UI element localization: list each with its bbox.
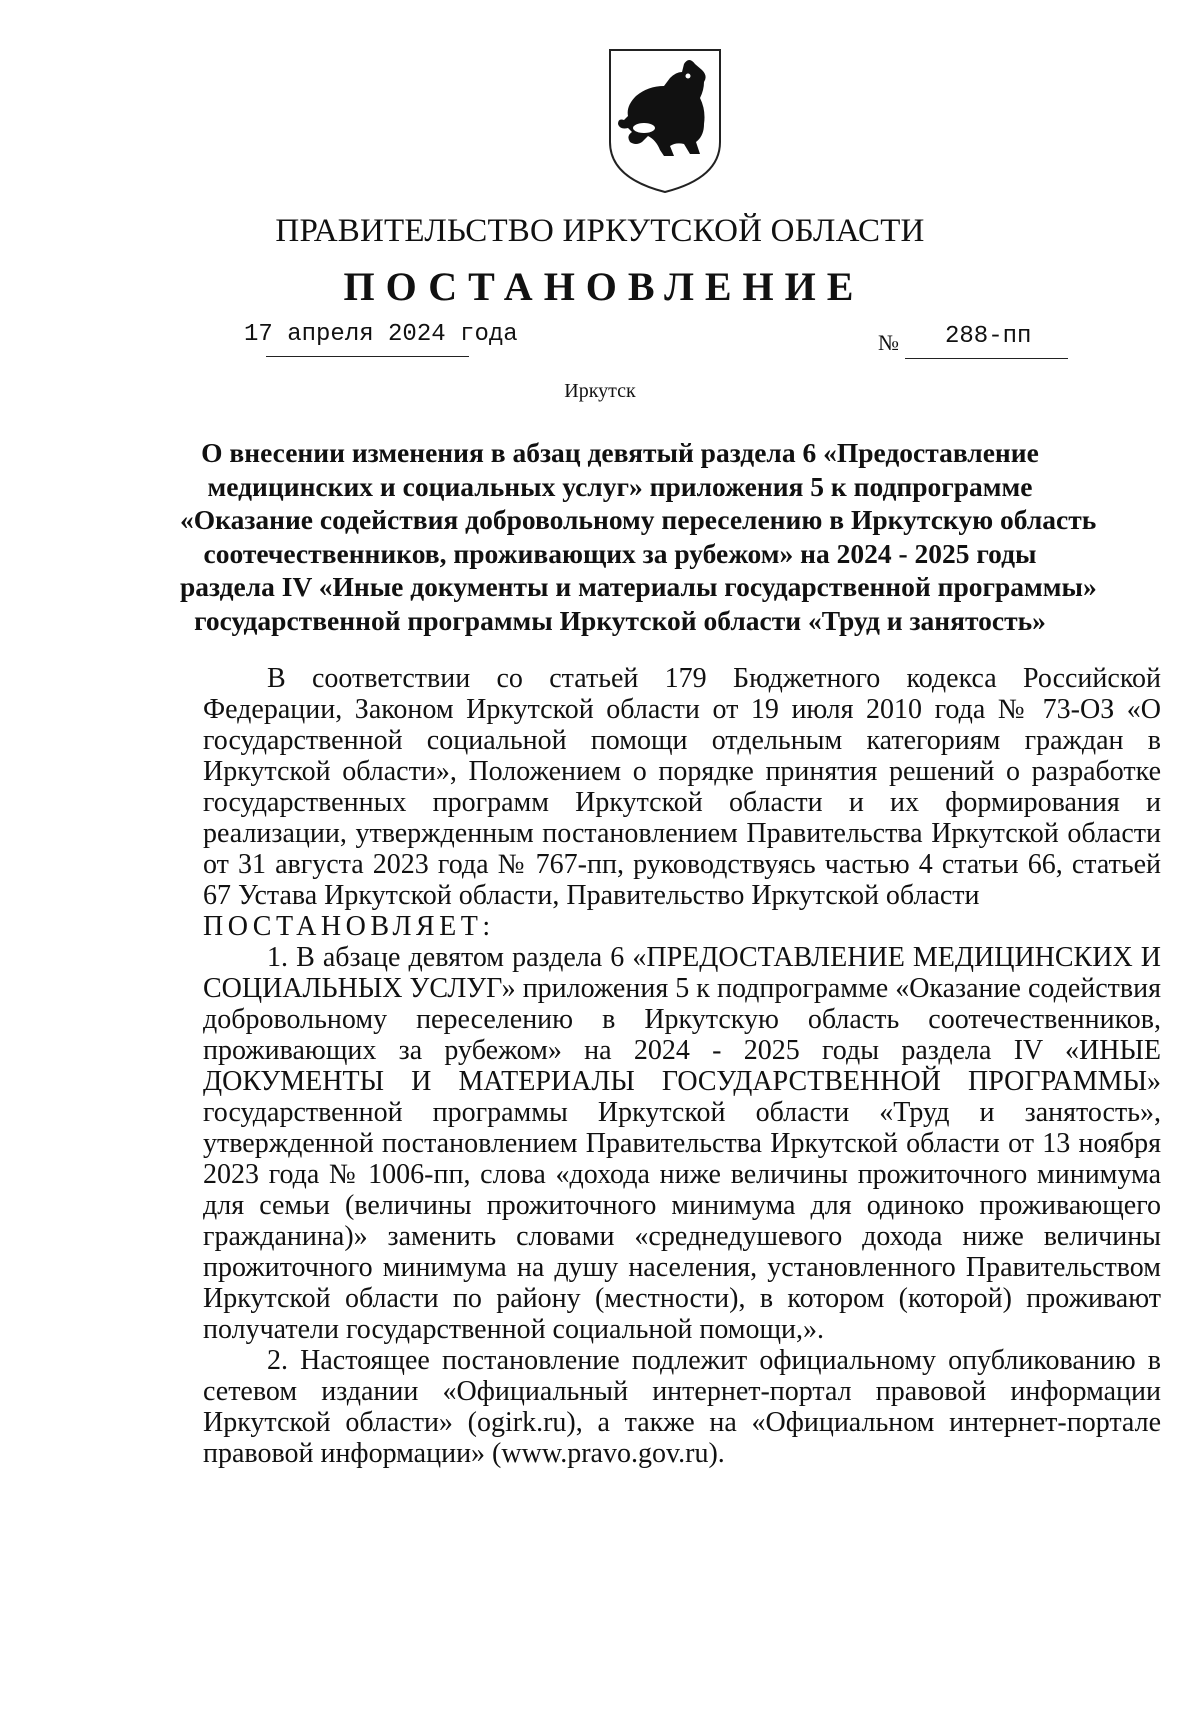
date-underline: [266, 356, 469, 357]
document-type: ПОСТАНОВЛЕНИЕ: [343, 264, 865, 309]
coat-of-arms-icon: [604, 46, 726, 196]
number-sign: №: [878, 330, 899, 355]
item-2-paragraph: 2. Настоящее постановление подлежит официальному опубликованию в сетевом издании «Официальный интернет-портал правовой информации Иркутской области» (ogirk.ru), а также на «Официальном интернет-портале правовой информации» (www.pravo.gov.ru).: [203, 1345, 1161, 1469]
heading-line: «Оказание содействия добровольному переселению в Иркутскую область: [180, 504, 1097, 535]
heading-line: О внесении изменения в абзац девятый раздела 6 «Предоставление: [201, 437, 1039, 468]
item-1-paragraph: 1. В абзаце девятом раздела 6 «ПРЕДОСТАВЛЕНИЕ МЕДИЦИНСКИХ И СОЦИАЛЬНЫХ УСЛУГ» приложения 5 к подпрограмме «Оказание содействия добровольному переселению в Иркутскую область соотечественников, проживающих за рубежом» на 2024 - 2025 годы раздела IV «ИНЫЕ ДОКУМЕНТЫ И МАТЕРИАЛЫ ГОСУДАРСТВЕННОЙ ПРОГРАММЫ» государственной программы Иркутской области «Труд и занятость», утвержденной постановлением Правительства Иркутской области от 13 ноября 2023 года № 1006-пп, слова «дохода ниже величины прожиточного минимума для семьи (величины прожиточного минимума для одиноко проживающего гражданина)» заменить словами «среднедушевого дохода ниже величины прожиточного минимума на душу населения, установленного Правительством Иркутской области по району (местности), в котором (которой) проживают получатели государственной социальной помощи,».: [203, 942, 1161, 1345]
city: Иркутск: [564, 380, 636, 402]
document-body: [203, 663, 1161, 1469]
number-underline: [905, 358, 1068, 359]
document-date: 17 апреля 2024 года: [244, 321, 518, 348]
document-number: 288-пп: [945, 323, 1032, 350]
document-heading: [180, 436, 1097, 637]
heading-line: государственной программы Иркутской области «Труд и занятость»: [194, 604, 1046, 636]
heading-line: соотечественников, проживающих за рубежом» на 2024 - 2025 годы: [203, 537, 1037, 569]
heading-line: медицинских и социальных услуг» приложения 5 к подпрограмме: [207, 470, 1033, 502]
government-title: ПРАВИТЕЛЬСТВО ИРКУТСКОЙ ОБЛАСТИ: [275, 213, 925, 249]
heading-line: раздела IV «Иные документы и материалы государственной программы»: [180, 571, 1097, 602]
preamble-paragraph: В соответствии со статьей 179 Бюджетного кодекса Российской Федерации, Законом Иркутской области от 19 июля 2010 года № 73-ОЗ «О государственной социальной помощи отдельным категориям граждан в Иркутской области», Положением о порядке принятия решений о разработке государственных программ Иркутской области и их формирования и реализации, утвержденным постановлением Правительства Иркутской области от 31 августа 2023 года № 767-пп, руководствуясь частью 4 статьи 66, статьей 67 Устава Иркутской области, Правительство Иркутской области: [203, 663, 1161, 911]
resolves-line: ПОСТАНОВЛЯЕТ:: [203, 911, 495, 942]
